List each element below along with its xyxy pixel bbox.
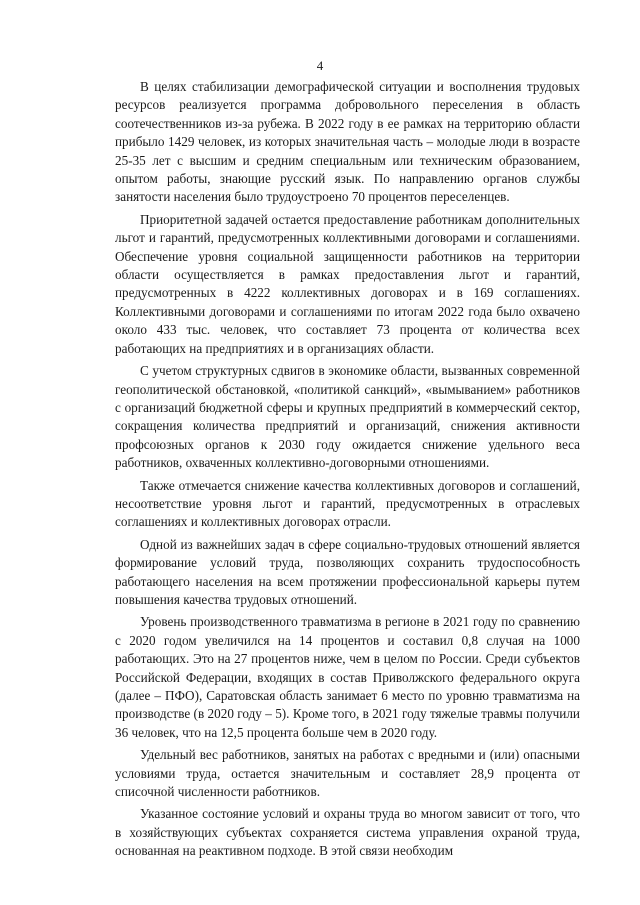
document-body [115,78,580,865]
paragraph-agreement-quality: Также отмечается снижение качества коллективных договоров и соглашений, несоответствие уровня льгот и гарантий, предусмотренных в отраслевых соглашениях и коллективных договорах отрасли. [115,477,580,530]
paragraph-working-conditions: Одной из важнейших задач в сфере социально-трудовых отношений является формирование условий труда, позволяющих сохранить трудоспособность работающего населения на всем протяжении профессиональной карьеры путем повышения качества трудовых отношений. [115,536,580,607]
paragraph-hazardous-work: Удельный вес работников, занятых на работах с вредными и (или) опасными условиями труда, остается значительным и составляет 28,9 процента от списочной численности работников. [115,747,580,800]
page-number: 4 [316,58,324,73]
paragraph-labor-safety-system: Указанное состояние условий и охраны труда во многом зависит от того, что в хозяйствующих субъектах сохраняется система управления охраной труда, основанная на реактивном подходе. В этой связи необходим [115,806,580,859]
paragraph-structural-shifts: С учетом структурных сдвигов в экономике области, вызванных современной геополитической обстановкой, «политикой санкций», «вымыванием» работников с организаций бюджетной сферы и крупных предприятий в коммерческий сектор, сокращения количества предприятий и организаций, снижения активности профсоюзных органов к 2030 году ожидается снижение удельного веса работников, охваченных коллективно-договорными отношениями. [115,363,580,471]
paragraph-injury-rate: Уровень производственного травматизма в регионе в 2021 году по сравнению с 2020 годом увеличился на 14 процентов и составил 0,8 случая на 1000 работающих. Это на 27 процентов ниже, чем в целом по России. Среди субъектов Российской Федерации, входящих в состав Приволжского федерального округа (далее – ПФО), Саратовская область занимает 6 место по уровню травматизма на производстве (в 2020 году – 5). Кроме того, в 2021 году тяжелые травмы получили 36 человек, что на 12,5 процента больше чем в 2020 году. [115,614,580,740]
paragraph-collective-agreements: Приоритетной задачей остается предоставление работникам дополнительных льгот и гарантий, предусмотренных коллективными договорами и соглашениями. Обеспечение уровня социальной защищенности работников на территории области осуществляется в рамках предоставления льгот и гарантий, предусмотренных в 4222 коллективных договорах и в 169 соглашениях. Коллективными договорами и соглашениями по итогам 2022 года было охвачено около 433 тыс. человек, что составляет 73 процента от количества всех работающих на предприятиях и в организациях области. [115,211,580,356]
paragraph-resettlement-program: В целях стабилизации демографической ситуации и восполнения трудовых ресурсов реализуется программа добровольного переселения в область соотечественников из-за рубежа. В 2022 году в ее рамках на территорию области прибыло 1429 человек, из которых значительная часть – молодые люди в возрасте 25-35 лет с высшим и средним специальным или техническим образованием, опытом работы, знающие русский язык. По направлению органов службы занятости населения было трудоустроено 70 процентов переселенцев. [115,79,580,205]
